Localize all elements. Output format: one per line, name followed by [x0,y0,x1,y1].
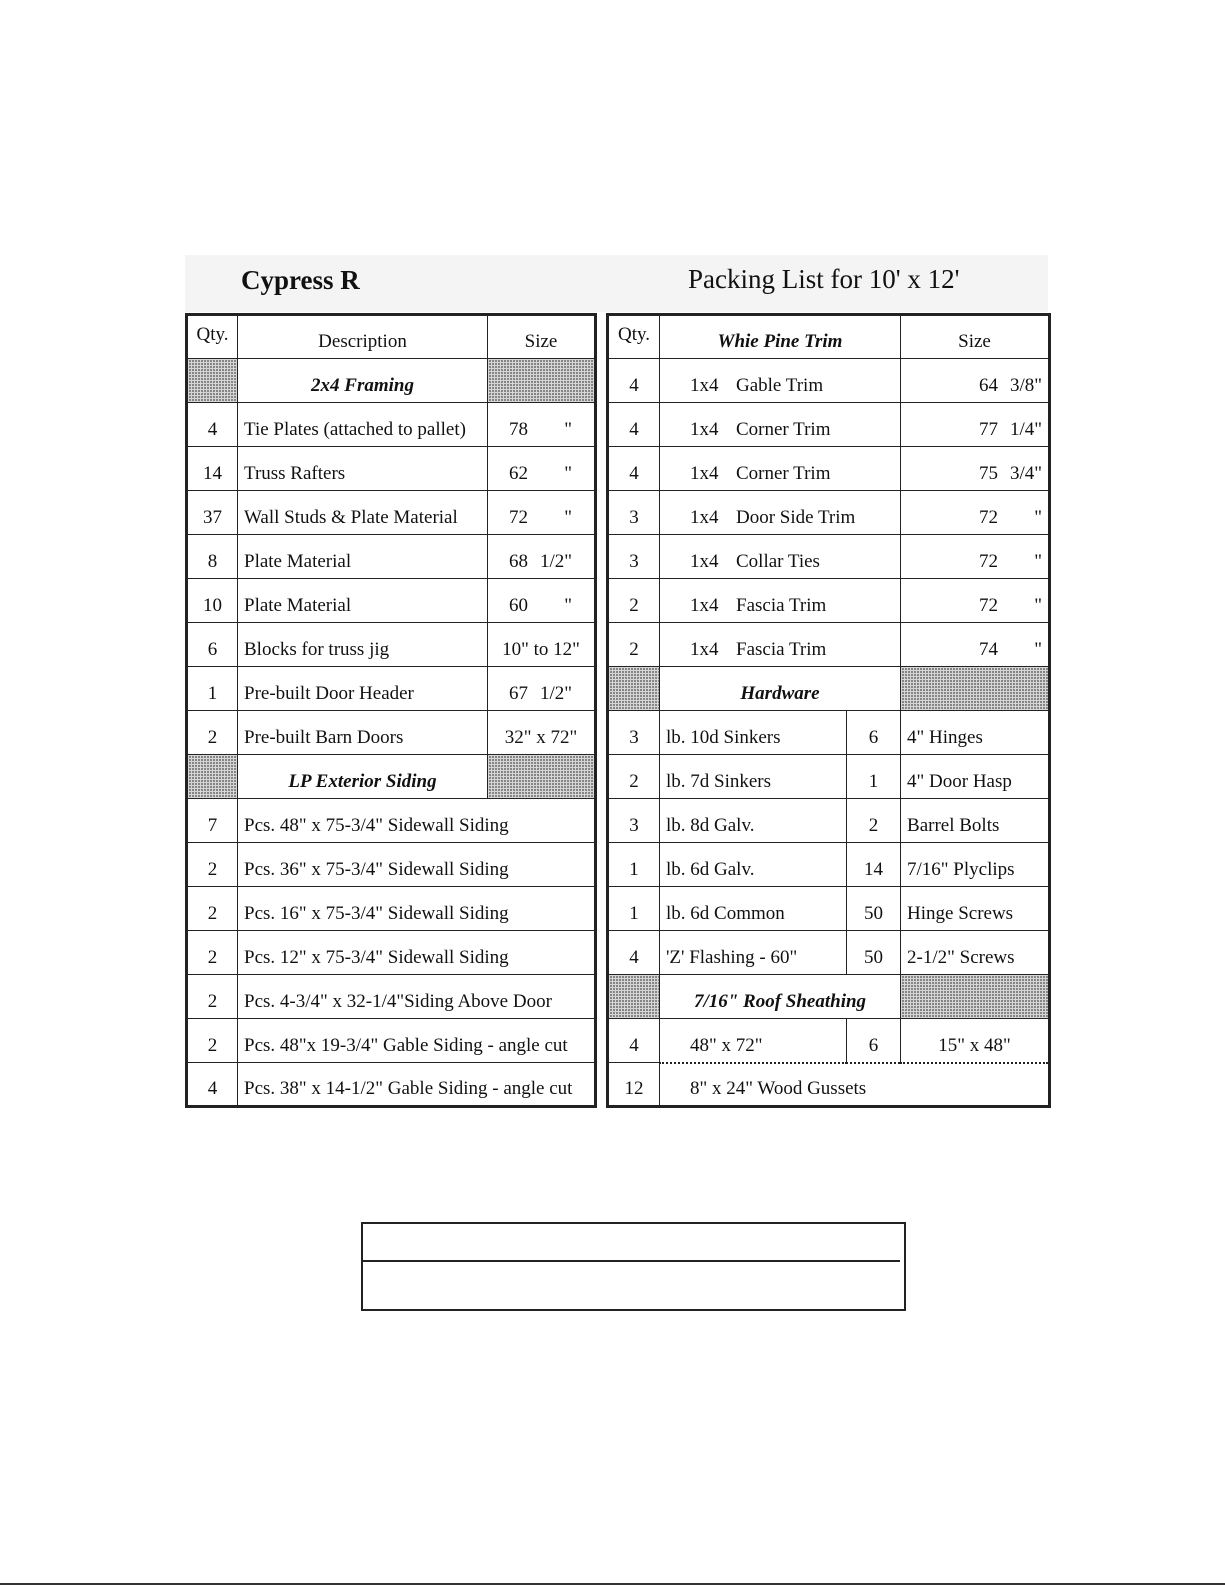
qty-cell: 2 [608,579,660,623]
hardware-item: Barrel Bolts [901,799,1050,843]
qty-cell: 3 [608,535,660,579]
table-row [608,799,1050,843]
size-cell [488,579,596,623]
trim-cell [660,359,901,403]
table-row [187,843,596,887]
qty-cell: 1 [608,843,660,887]
description-cell: Pcs. 38" x 14-1/2" Gable Siding - angle cut [238,1063,596,1107]
gussets-description: 8" x 24" Wood Gussets [660,1063,1050,1107]
trim-cell [660,403,901,447]
size-fraction: " [564,463,572,484]
description-cell: Blocks for truss jig [238,623,488,667]
qty-cell: 2 [608,755,660,799]
shaded-cell [608,975,660,1019]
qty-cell: 4 [608,931,660,975]
table-row [608,887,1050,931]
qty-header: Qty. [608,315,660,359]
size-cell [488,491,596,535]
description-cell: Pcs. 12" x 75-3/4" Sidewall Siding [238,931,596,975]
right-header-row [608,315,1050,359]
hardware-item: lb. 8d Galv. [660,799,847,843]
sheathing-size: 15" x 48" [901,1019,1050,1063]
qty-cell: 1 [847,755,901,799]
size-whole: 78 [509,419,528,440]
qty-cell: 4 [608,447,660,491]
size-cell [901,623,1050,667]
page-title: Packing List for 10' x 12' [688,264,960,294]
trim-dimension: 1x4 [690,595,719,616]
model-name: Cypress R [241,265,360,295]
table-row [187,535,596,579]
size-cell [901,359,1050,403]
table-row [187,667,596,711]
left-packing-table [185,313,597,1108]
size-fraction: " [1034,551,1043,572]
table-row [187,579,596,623]
trim-header: Whie Pine Trim [660,315,901,359]
table-row [608,403,1050,447]
qty-cell: 1 [608,887,660,931]
description-cell: Pcs. 48"x 19-3/4" Gable Siding - angle cut [238,1019,596,1063]
description-cell: Pre-built Barn Doors [238,711,488,755]
qty-cell: 50 [847,931,901,975]
shaded-cell [187,359,238,403]
size-whole: 74 [979,639,999,660]
table-row [608,843,1050,887]
shaded-cell [488,359,596,403]
size-fraction: " [1034,507,1043,528]
table-row [608,931,1050,975]
qty-cell: 2 [187,887,238,931]
hardware-item: lb. 6d Galv. [660,843,847,887]
size-fraction: " [564,507,572,528]
qty-cell: 10 [187,579,238,623]
trim-name: Corner Trim [736,463,831,484]
qty-cell: 2 [847,799,901,843]
description-cell: Pcs. 16" x 75-3/4" Sidewall Siding [238,887,596,931]
table-row [608,491,1050,535]
table-row [187,447,596,491]
trim-dimension: 1x4 [690,551,719,572]
qty-cell: 4 [608,403,660,447]
size-fraction: 1/2" [539,551,572,572]
trim-name: Gable Trim [736,375,824,396]
trim-cell [660,623,901,667]
trim-name: Door Side Trim [736,507,856,528]
hardware-item: lb. 6d Common [660,887,847,931]
qty-cell: 4 [187,1063,238,1107]
size-whole: 75 [979,463,999,484]
qty-cell: 8 [187,535,238,579]
size-whole: 62 [509,463,528,484]
size-whole: 72 [979,551,999,572]
qty-cell: 3 [608,491,660,535]
table-row [608,359,1050,403]
table-row [187,711,596,755]
signature-box [361,1222,906,1311]
left-header-row [187,315,596,359]
size-fraction: " [1034,639,1043,660]
hardware-item: 7/16" Plyclips [901,843,1050,887]
qty-header: Qty. [187,315,238,359]
table-row [187,1019,596,1063]
section-row-framing [187,359,596,403]
trim-name: Fascia Trim [736,595,827,616]
description-header: Description [238,315,488,359]
size-whole: 72 [979,507,999,528]
table-row [187,931,596,975]
shaded-cell [901,975,1050,1019]
hardware-item: 4" Hinges [901,711,1050,755]
size-whole: 67 [509,683,528,704]
size-cell [901,403,1050,447]
table-row [608,711,1050,755]
size-fraction: 3/4" [1009,463,1043,484]
qty-cell: 50 [847,887,901,931]
size-whole: 60 [509,595,528,616]
size-cell [901,447,1050,491]
size-cell: 10" to 12" [488,623,596,667]
trim-cell [660,535,901,579]
section-row-siding [187,755,596,799]
size-cell [488,667,596,711]
section-title-sheathing: 7/16" Roof Sheathing [660,975,901,1019]
table-row [608,535,1050,579]
qty-cell: 4 [608,359,660,403]
qty-cell: 3 [608,799,660,843]
table-row [187,799,596,843]
size-cell [488,535,596,579]
size-fraction: 1/4" [1009,419,1043,440]
qty-cell: 3 [608,711,660,755]
description-cell: Wall Studs & Plate Material [238,491,488,535]
size-header: Size [901,315,1050,359]
description-cell: Truss Rafters [238,447,488,491]
qty-cell: 14 [187,447,238,491]
section-title-hardware: Hardware [660,667,901,711]
table-row [608,623,1050,667]
table-row [187,975,596,1019]
hardware-item: lb. 10d Sinkers [660,711,847,755]
table-row [608,579,1050,623]
qty-cell: 2 [187,975,238,1019]
table-row [187,887,596,931]
description-cell: Pcs. 4-3/4" x 32-1/4"Siding Above Door [238,975,596,1019]
section-row-sheathing [608,975,1050,1019]
table-row [187,623,596,667]
size-fraction: " [564,419,572,440]
qty-cell: 2 [187,931,238,975]
sheathing-size: 48" x 72" [660,1019,847,1063]
section-title-siding: LP Exterior Siding [238,755,488,799]
trim-dimension: 1x4 [690,507,719,528]
trim-cell [660,491,901,535]
hardware-item: 'Z' Flashing - 60" [660,931,847,975]
size-whole: 72 [509,507,528,528]
trim-dimension: 1x4 [690,419,719,440]
shaded-cell [187,755,238,799]
qty-cell: 1 [187,667,238,711]
hardware-item: 4" Door Hasp [901,755,1050,799]
size-fraction: " [564,595,572,616]
size-cell [901,535,1050,579]
description-cell: Pcs. 48" x 75-3/4" Sidewall Siding [238,799,596,843]
trim-dimension: 1x4 [690,463,719,484]
hardware-item: lb. 7d Sinkers [660,755,847,799]
shaded-cell [488,755,596,799]
size-cell: 32" x 72" [488,711,596,755]
qty-cell: 4 [187,403,238,447]
trim-dimension: 1x4 [690,639,719,660]
hardware-item: 2-1/2" Screws [901,931,1050,975]
description-cell: Pre-built Door Header [238,667,488,711]
description-cell: Pcs. 36" x 75-3/4" Sidewall Siding [238,843,596,887]
size-fraction: 3/8" [1009,375,1043,396]
description-cell: Plate Material [238,535,488,579]
trim-cell [660,447,901,491]
trim-name: Collar Ties [736,551,820,572]
description-cell: Plate Material [238,579,488,623]
section-title-framing: 2x4 Framing [238,359,488,403]
table-row [187,1063,596,1107]
qty-cell: 2 [187,843,238,887]
qty-cell: 6 [847,711,901,755]
qty-cell: 14 [847,843,901,887]
size-fraction: " [1034,595,1043,616]
shaded-cell [608,667,660,711]
size-whole: 68 [509,551,528,572]
qty-cell: 12 [608,1063,660,1107]
shaded-cell [901,667,1050,711]
size-fraction: 1/2" [539,683,572,704]
trim-dimension: 1x4 [690,375,719,396]
size-whole: 77 [979,419,999,440]
qty-cell: 37 [187,491,238,535]
size-whole: 72 [979,595,999,616]
qty-cell: 2 [187,1019,238,1063]
qty-cell: 6 [187,623,238,667]
table-row [187,491,596,535]
table-row [608,1019,1050,1063]
signature-line [363,1260,900,1262]
qty-cell: 2 [608,623,660,667]
table-row [608,755,1050,799]
size-header: Size [488,315,596,359]
qty-cell: 4 [608,1019,660,1063]
hardware-item: Hinge Screws [901,887,1050,931]
trim-cell [660,579,901,623]
description-cell: Tie Plates (attached to pallet) [238,403,488,447]
size-cell [488,447,596,491]
table-row [608,447,1050,491]
size-whole: 64 [979,375,999,396]
qty-cell: 7 [187,799,238,843]
trim-name: Corner Trim [736,419,831,440]
qty-cell: 6 [847,1019,901,1063]
size-cell [901,579,1050,623]
qty-cell: 2 [187,711,238,755]
table-row [187,403,596,447]
section-row-hardware [608,667,1050,711]
trim-name: Fascia Trim [736,639,827,660]
right-packing-table [606,313,1051,1108]
size-cell [901,491,1050,535]
table-row [608,1063,1050,1107]
size-cell [488,403,596,447]
